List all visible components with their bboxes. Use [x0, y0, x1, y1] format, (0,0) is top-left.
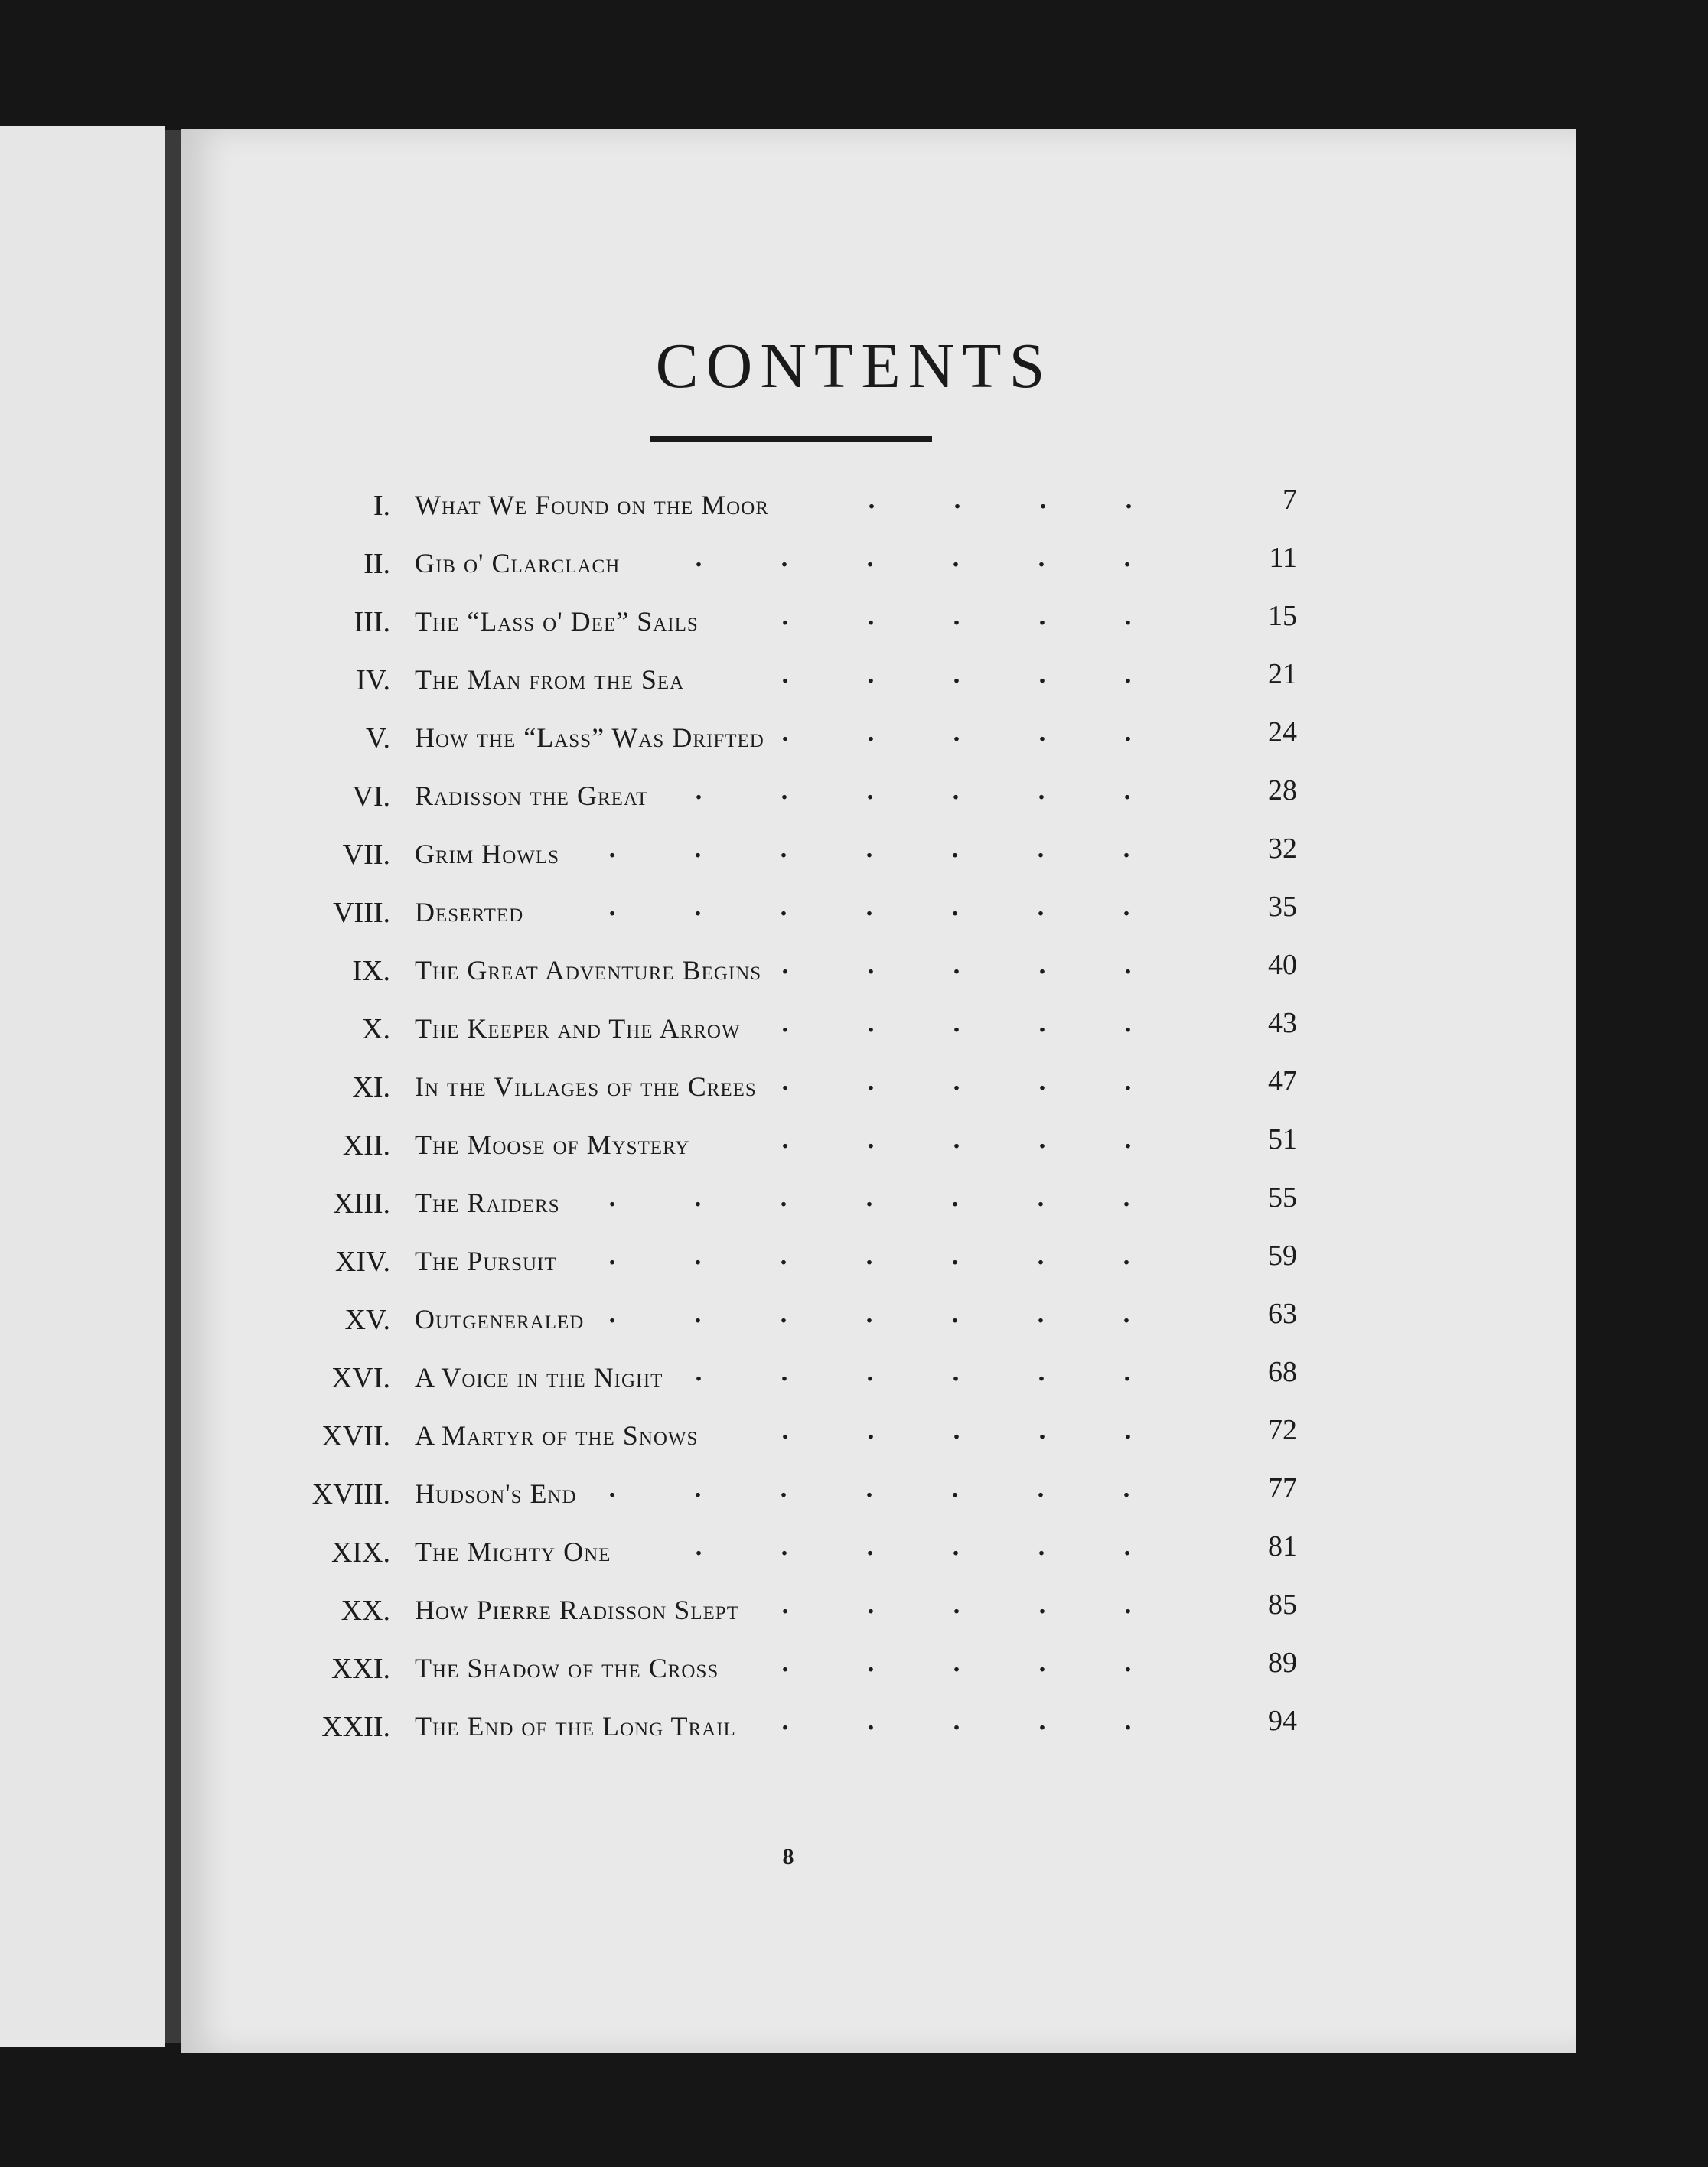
dot-leader: ..... — [781, 1116, 1209, 1156]
chapter-title: How the “Lass” Was Drifted — [415, 722, 764, 753]
chapter-numeral: VIII. — [333, 897, 390, 929]
toc-entry — [275, 1525, 1347, 1583]
chapter-page-number: 51 — [1268, 1123, 1297, 1155]
chapter-numeral: X. — [362, 1013, 390, 1045]
chapter-numeral: XX. — [341, 1595, 390, 1627]
chapter-page-number: 40 — [1268, 949, 1297, 981]
toc-entry — [275, 1467, 1347, 1525]
chapter-numeral: XIII. — [333, 1188, 390, 1220]
toc-entry — [275, 885, 1347, 943]
dot-leader: ..... — [781, 1639, 1209, 1680]
chapter-page-number: 89 — [1268, 1647, 1297, 1679]
dot-leader: .... — [867, 476, 1210, 516]
dot-leader: ..... — [781, 592, 1209, 633]
chapter-title: The End of the Long Trail — [415, 1711, 736, 1742]
chapter-title: How Pierre Radisson Slept — [415, 1595, 739, 1625]
chapter-page-number: 55 — [1268, 1181, 1297, 1214]
chapter-page-number: 59 — [1268, 1240, 1297, 1272]
book-gutter — [165, 130, 181, 2043]
chapter-title: The Raiders — [415, 1188, 560, 1218]
chapter-numeral: XVII. — [321, 1420, 390, 1452]
chapter-numeral: IV. — [356, 664, 390, 696]
dot-leader: ..... — [781, 1697, 1209, 1738]
dot-leader: ..... — [781, 999, 1209, 1040]
chapter-page-number: 63 — [1268, 1298, 1297, 1330]
dot-leader: ..... — [781, 709, 1209, 749]
chapter-page-number: 77 — [1268, 1472, 1297, 1504]
chapter-page-number: 43 — [1268, 1007, 1297, 1039]
chapter-numeral: VI. — [352, 780, 390, 813]
toc-entry — [275, 536, 1347, 595]
toc-entry — [275, 1234, 1347, 1292]
toc-entry — [275, 827, 1347, 885]
dot-leader: ....... — [608, 1232, 1208, 1273]
toc-entry — [275, 769, 1347, 827]
toc-entry — [275, 999, 1347, 1060]
toc-entry — [275, 711, 1347, 769]
chapter-title: In the Villages of the Crees — [415, 1071, 757, 1102]
toc-entry — [275, 1641, 1347, 1699]
chapter-title: Gib o' Clarclach — [415, 548, 621, 578]
chapter-page-number: 21 — [1268, 658, 1297, 690]
toc-entry — [275, 1292, 1347, 1351]
toc-entry — [275, 592, 1347, 653]
chapter-page-number: 15 — [1268, 600, 1297, 632]
chapter-page-number: 28 — [1268, 774, 1297, 807]
page-title: CONTENTS — [655, 331, 1053, 402]
dot-leader: ...... — [694, 1348, 1208, 1389]
chapter-numeral: XV. — [344, 1304, 390, 1336]
chapter-page-number: 11 — [1269, 542, 1297, 574]
dot-leader: ...... — [694, 767, 1208, 807]
chapter-title: What We Found on the Moor — [415, 490, 769, 520]
dot-leader: ..... — [781, 1581, 1209, 1621]
chapter-page-number: 72 — [1268, 1414, 1297, 1446]
chapter-title: The Keeper and The Arrow — [415, 1013, 741, 1044]
chapter-page-number: 24 — [1268, 716, 1297, 748]
chapter-title: Outgeneraled — [415, 1304, 585, 1334]
chapter-title: The Great Adventure Begins — [415, 955, 762, 986]
chapter-numeral: I. — [373, 490, 390, 522]
toc-entry — [275, 1057, 1347, 1118]
toc-entry — [275, 1348, 1347, 1409]
chapter-page-number: 94 — [1268, 1705, 1297, 1737]
chapter-title: The Pursuit — [415, 1246, 557, 1276]
chapter-numeral: XVI. — [331, 1362, 390, 1394]
chapter-page-number: 85 — [1268, 1589, 1297, 1621]
chapter-numeral: XXI. — [331, 1653, 390, 1685]
table-of-contents — [275, 478, 1347, 1758]
chapter-numeral: XI. — [352, 1071, 390, 1103]
toc-entry — [275, 943, 1347, 1002]
chapter-title: A Martyr of the Snows — [415, 1420, 699, 1451]
chapter-page-number: 47 — [1268, 1065, 1297, 1097]
dot-leader: ..... — [781, 941, 1209, 982]
chapter-title: The “Lass o' Dee” Sails — [415, 606, 699, 637]
toc-entry — [275, 1118, 1347, 1176]
chapter-title: The Mighty One — [415, 1536, 611, 1567]
toc-entry — [275, 1699, 1347, 1758]
chapter-numeral: VII. — [342, 839, 390, 871]
chapter-page-number: 35 — [1268, 891, 1297, 923]
chapter-numeral: II. — [363, 548, 390, 580]
chapter-page-number: 81 — [1268, 1530, 1297, 1563]
chapter-numeral: XVIII. — [311, 1478, 390, 1510]
dot-leader: ..... — [781, 650, 1209, 691]
chapter-numeral: XII. — [342, 1129, 390, 1162]
toc-entry — [275, 650, 1347, 711]
toc-entry — [275, 1406, 1347, 1467]
chapter-title: The Shadow of the Cross — [415, 1653, 719, 1683]
chapter-numeral: XIX. — [331, 1536, 390, 1569]
chapter-title: The Man from the Sea — [415, 664, 685, 695]
chapter-numeral: V. — [365, 722, 390, 754]
chapter-title: Radisson the Great — [415, 780, 649, 811]
title-rule — [650, 436, 932, 442]
chapter-numeral: XXII. — [321, 1711, 390, 1743]
chapter-numeral: IX. — [352, 955, 390, 987]
dot-leader: ....... — [608, 1174, 1208, 1214]
toc-entry — [275, 478, 1347, 536]
dot-leader: ....... — [608, 1290, 1208, 1331]
chapter-title: Grim Howls — [415, 839, 560, 869]
toc-entry — [275, 1583, 1347, 1641]
chapter-numeral: III. — [354, 606, 390, 638]
chapter-page-number: 68 — [1268, 1356, 1297, 1388]
chapter-numeral: XIV. — [334, 1246, 390, 1278]
chapter-title: Hudson's End — [415, 1478, 577, 1509]
dot-leader: ....... — [608, 1465, 1208, 1505]
dot-leader: ...... — [694, 1523, 1208, 1563]
dot-leader: ..... — [781, 1406, 1209, 1447]
dot-leader: ....... — [608, 825, 1208, 865]
page-number: 8 — [782, 1844, 794, 1869]
toc-entry — [275, 1176, 1347, 1234]
chapter-title: The Moose of Mystery — [415, 1129, 690, 1160]
chapter-page-number: 32 — [1268, 833, 1297, 865]
chapter-page-number: 7 — [1283, 484, 1297, 516]
left-page-edge — [0, 126, 165, 2047]
dot-leader: ..... — [781, 1057, 1209, 1098]
dot-leader: ...... — [694, 534, 1208, 575]
chapter-title: A Voice in the Night — [415, 1362, 663, 1393]
chapter-title: Deserted — [415, 897, 524, 927]
dot-leader: ....... — [608, 883, 1208, 924]
